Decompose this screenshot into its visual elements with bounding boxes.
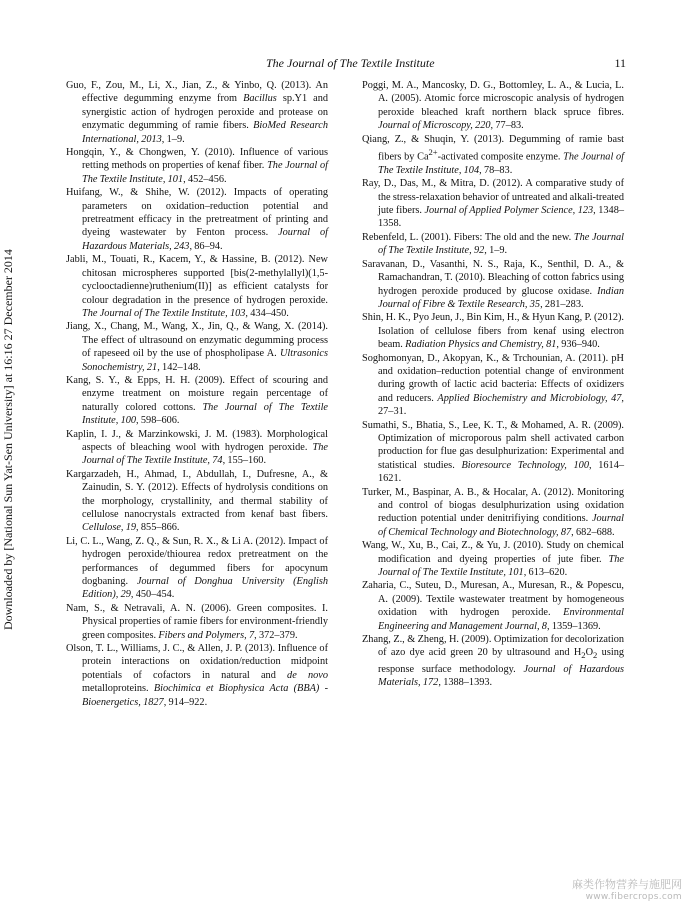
reference-text: Zhang, Z., & Zheng, H. (2009). Optimization for decolorization of azo dye acid green 20 by ultrasound and H (362, 634, 624, 659)
reference-text: Sumathi, S., Bhatia, S., Lee, K. T., & Mohamed, A. R. (2009). Optimization of microporous palm shell activated carbon production for flue gas desulphurization: Experimental and statistical studies. (362, 419, 624, 471)
reference-text: Shin, H. K., Pyo Jeun, J., Bin Kim, H., & Hyun Kang, P. (2012). Isolation of cellulose fibers from kenaf using electron beam. (362, 312, 624, 351)
reference-text: Nam, S., & Netravali, A. N. (2006). Green composites. I. Physical properties of ramie fibers for environment-friendly green composites. (66, 602, 328, 641)
reference-text: metalloproteins. (82, 683, 154, 695)
reference-journal: Journal of Hazardous Materials, 243 (82, 227, 328, 252)
reference-entry (362, 352, 624, 419)
reference-entry (66, 79, 328, 146)
reference-entry (362, 633, 624, 690)
reference-text: , 1359–1369. (546, 620, 601, 632)
reference-entry (362, 258, 624, 312)
reference-text: , 914–922. (163, 696, 208, 708)
reference-text: , 155–160. (222, 455, 267, 467)
reference-text: , 86–94. (189, 240, 223, 252)
reference-journal: The Journal of The Textile Institute, 103 (82, 307, 246, 319)
reference-text: , 142–148. (157, 361, 201, 373)
reference-text: Huifang, W., & Shihe, W. (2012). Impacts of operating parameters on oxidation–reduction potential and pretreatment efficacy in the pretreatment of printing and dyeing wastewater by Fenton process. (66, 187, 328, 239)
reference-text: , 281–283. (540, 298, 584, 310)
reference-text: -activated composite enzyme. (437, 151, 564, 163)
reference-journal: Ultrasonics Sonochemistry, 21 (82, 348, 328, 373)
reference-text: , 682–688. (571, 526, 615, 538)
reference-entry (66, 374, 328, 428)
reference-text: sp.Y1 and synergistic action of hydrogen peroxide and protease on enzymatic degumming of ramie fibers. (82, 93, 328, 132)
reference-journal: The Journal of The Textile Institute, 101 (82, 160, 328, 185)
reference-text: , 1–9. (161, 133, 185, 145)
reference-italic-term: de novo (287, 669, 328, 681)
reference-subscript: 2 (593, 650, 598, 661)
reference-text: Hongqin, Y., & Chongwen, Y. (2010). Influence of various retting methods on properties of kenaf fiber. (66, 147, 328, 172)
references-left-column (66, 79, 328, 709)
reference-journal: Radiation Physics and Chemistry, 81 (405, 339, 557, 351)
reference-text: , 1614–1621. (378, 459, 624, 485)
reference-text: , 27–31. (378, 392, 624, 418)
reference-text: Turker, M., Baspinar, A. B., & Hocalar, A. (2012). Monitoring and control of biogas desulphurization using oxidation reduction potential under denitrifiying conditions. (362, 486, 624, 525)
reference-text: Zaharia, C., Suteu, D., Muresan, A., Muresan, R., & Popescu, A. (2009). Textile wastewater treatment by homogeneous oxidation with hydrogen peroxide. (362, 580, 624, 619)
reference-text: Li, C. L., Wang, Z. Q., & Sun, R. X., & Li A. (2012). Impact of hydrogen peroxide/thiourea redox pretreatment on the performances of degummed fibers for apocynum dogbaning. (66, 535, 328, 588)
reference-entry (362, 579, 624, 633)
reference-entry (362, 79, 624, 133)
reference-journal: Fibers and Polymers, 7 (158, 629, 255, 641)
reference-journal: BioMed Research International, 2013 (82, 120, 328, 145)
reference-journal: Applied Biochemistry and Microbiology, 47 (437, 392, 622, 404)
reference-entry (362, 539, 624, 579)
page-number: 11 (614, 56, 626, 70)
reference-entry (66, 186, 328, 253)
reference-journal: The Journal of The Textile Institute, 101 (378, 553, 624, 579)
reference-journal: Indian Journal of Fibre & Textile Research, 35 (378, 285, 624, 310)
reference-entry (362, 311, 624, 351)
reference-text: Guo, F., Zou, M., Li, X., Jian, Z., & Yinbo, Q. (2013). An effective degumming enzyme from (66, 80, 328, 105)
reference-text: , 372–379. (254, 629, 298, 641)
reference-journal: The Journal of The Textile Institute, 92 (378, 231, 624, 257)
reference-journal: Journal of Microscopy, 220 (378, 120, 491, 132)
reference-entry (362, 231, 624, 258)
reference-text: Jiang, X., Chang, M., Wang, X., Jin, Q., & Wang, X. (2014). The effect of ultrasound on enzymatic degumming process of rapeseed oil by the use of phospholipase A. (66, 321, 328, 360)
reference-journal: The Journal of The Textile Institute, 104 (378, 151, 624, 176)
reference-journal: Biochimica et Biophysica Acta (BBA) - Bioenergetics, 1827 (82, 683, 328, 708)
reference-entry (66, 320, 328, 374)
reference-entry (66, 468, 328, 535)
reference-text: , 855–866. (136, 522, 180, 534)
references-right-column (362, 79, 624, 690)
reference-journal: The Journal of The Textile Institute, 74 (82, 441, 328, 467)
reference-entry (66, 253, 328, 320)
running-header (66, 55, 626, 71)
reference-text: Kaplin, I. J., & Marzinkowski, J. M. (1983). Morphological aspects of bleaching wool with hydrogen peroxide. (66, 428, 328, 453)
reference-entry (362, 133, 624, 178)
reference-journal: Bioresource Technology, 100 (461, 459, 589, 471)
reference-text: , 936–940. (556, 339, 600, 351)
reference-superscript: 2+ (428, 147, 438, 158)
reference-journal: Journal of Applied Polymer Science, 123 (424, 205, 594, 217)
reference-text: Wang, W., Xu, B., Cai, Z., & Yu, J. (2010). Study on chemical modification and dyeing properties of jute fiber. (362, 540, 624, 565)
reference-journal: Cellulose, 19 (82, 522, 137, 534)
reference-text: Olson, T. L., Williams, J. C., & Allen, J. P. (2013). Influence of protein interactions on oxidation/reduction midpoint potentials of cofactors in natural and (66, 643, 328, 681)
download-notice: Downloaded by [National Sun Yat-Sen University] at 16:16 27 December 2014 (1, 249, 15, 630)
reference-text: , 450–454. (130, 589, 175, 601)
reference-entry (362, 177, 624, 231)
reference-journal: Journal of Hazardous Materials, 172 (378, 663, 624, 689)
reference-journal: Journal of Chemical Technology and Biotechnology, 87 (378, 513, 624, 538)
journal-title: The Journal of The Textile Institute (266, 56, 435, 70)
reference-entry (362, 419, 624, 486)
reference-text: , 434–450. (245, 307, 289, 319)
reference-entry (66, 146, 328, 186)
reference-text: , 1388–1393. (438, 677, 493, 689)
watermark-text: 麻类作物营养与施肥网 (572, 878, 682, 891)
reference-text: Saravanan, D., Vasanthi, N. S., Raja, K., Senthil, D. A., & Ramachandran, T. (2010). Bleaching of cotton fabrics using hydrogen peroxide produced by glucose oxidase. (362, 258, 624, 297)
reference-text: , 1–9. (484, 245, 508, 257)
site-watermark (572, 879, 682, 903)
reference-entry (66, 602, 328, 642)
reference-text: Jabli, M., Touati, R., Kacem, Y., & Hassine, B. (2012). New chitosan microspheres supported [bis(2-methylallyl)(1,5-cyclooctadienne)ruthenium(II)] as efficient catalysts for colour degradation in the presence of hydrogen peroxide. (66, 254, 328, 306)
reference-text: Rebenfeld, L. (2001). Fibers: The old and the new. (362, 231, 574, 243)
reference-entry (362, 486, 624, 540)
reference-text: Ray, D., Das, M., & Mitra, D. (2012). A comparative study of the stress-relaxation behavior of untreated and alkali-treated jute fibers. (362, 178, 624, 217)
reference-journal: Journal of Donghua University (English Edition), 29 (82, 576, 328, 601)
reference-entry (66, 535, 328, 602)
reference-journal: The Journal of The Textile Institute, 100 (82, 401, 328, 427)
watermark-url: www.fibercrops.com (585, 892, 682, 902)
reference-text: , 452–456. (183, 173, 227, 185)
reference-text: , 78–83. (479, 164, 513, 176)
reference-text: Soghomonyan, D., Akopyan, K., & Trchounian, A. (2011). pH and oxidation–reduction potential change of environment during growth of lactic acid bacteria: Effects of oxidizers and reducers. (362, 352, 624, 404)
reference-text: Poggi, M. A., Mancosky, D. G., Bottomley, L. A., & Lucia, L. A. (2005). Atomic force microscopic analysis of hydrogen peroxide bleached kraft northern black spruce fibres. (362, 80, 624, 118)
reference-text: Qiang, Z., & Shuqin, Y. (2013). Degumming of ramie bast fibers by Ca (362, 133, 624, 163)
reference-entry (66, 428, 328, 468)
reference-text: Kang, S. Y., & Epps, H. H. (2009). Effect of scouring and enzyme treatment on moisture regain percentage of naturally colored cottons. (66, 374, 328, 413)
reference-entry (66, 642, 328, 709)
reference-italic-term: Bacillus (243, 93, 277, 105)
reference-text: Kargarzadeh, H., Ahmad, I., Abdullah, I., Dufresne, A., & Zainudin, S. Y. (2012). Effects of hydrolysis conditions on the morphology, crystallinity, and thermal stability of cellulose nanocrystals extracted from kenaf bast fibers. (66, 468, 328, 520)
reference-journal: Environmental Engineering and Management Journal, 8 (378, 607, 624, 632)
reference-text: , 613–620. (523, 567, 568, 579)
reference-subscript: 2 (581, 650, 586, 661)
reference-text: O (585, 647, 594, 659)
reference-text: , 1348–1358. (378, 205, 624, 230)
reference-text: , 77–83. (490, 120, 524, 132)
reference-text: using response surface methodology. (378, 647, 624, 675)
reference-text: , 598–606. (136, 415, 180, 427)
